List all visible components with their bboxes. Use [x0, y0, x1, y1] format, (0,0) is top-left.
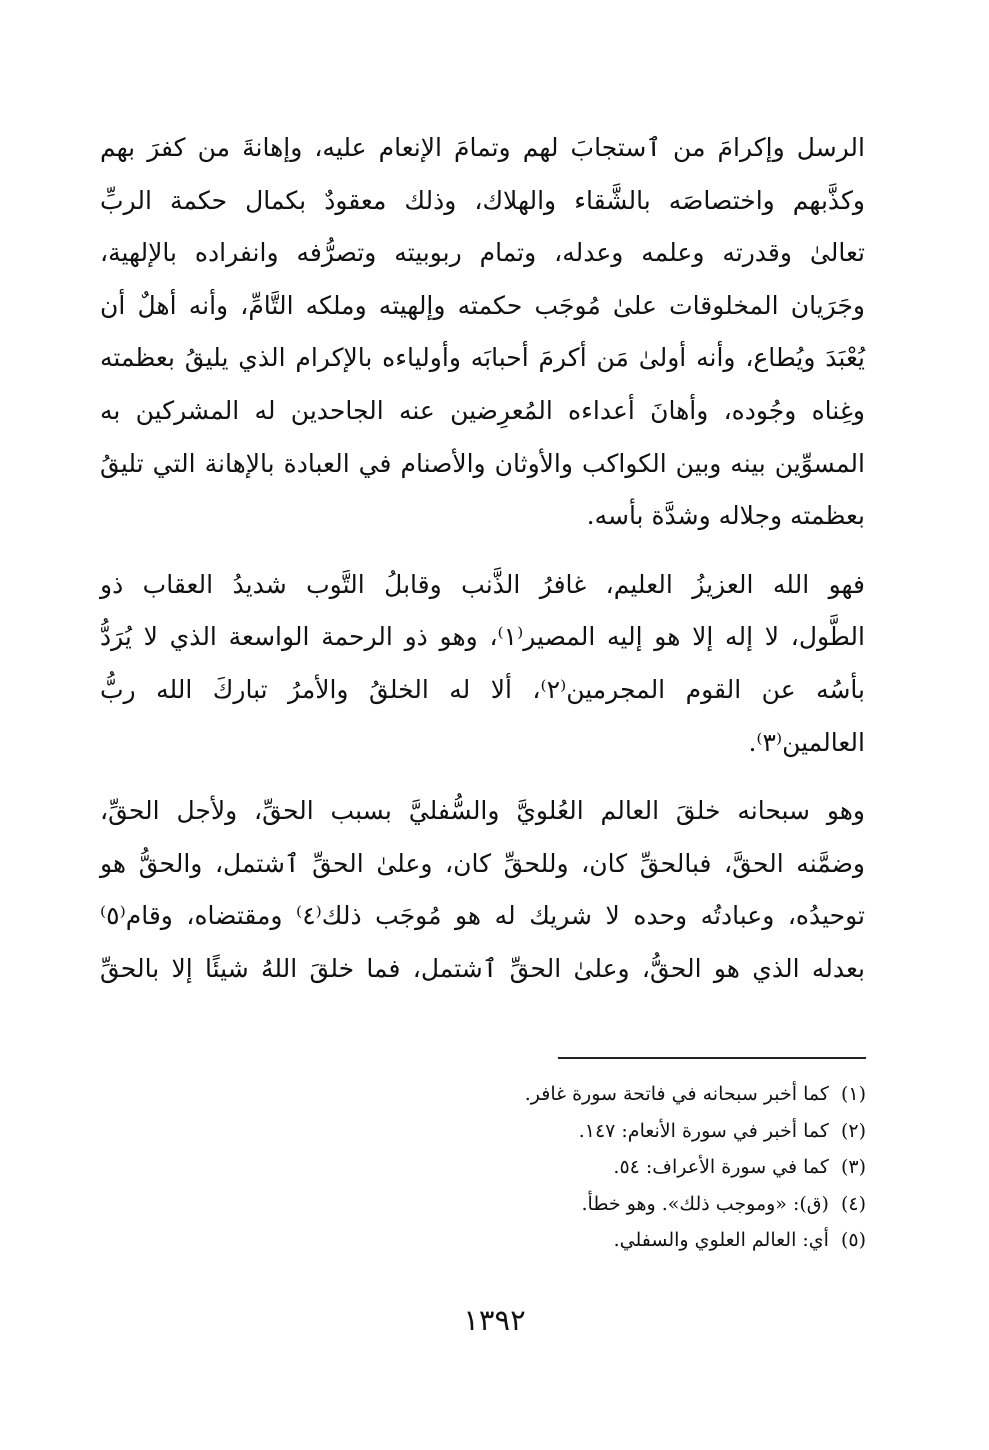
- footnote: [300, 1113, 866, 1150]
- text-line: بعدله الذي هو الحقُّ، وعلىٰ الحقِّ ٱشتمل، فما خلقَ اللهُ شيئًا إلا بالحقِّ: [100, 953, 865, 983]
- footnote-number: (١): [840, 1083, 866, 1105]
- text-line: توحيدُه، وعبادتُه وحده لا شريك له هو مُوجَب ذلك⁽٤⁾ ومقتضاه، وقام⁽٥⁾: [100, 901, 865, 931]
- text-line: وجَرَيان المخلوقات علىٰ مُوجَب حكمته وإلهيته وملكه التَّامِّ، وأنه أهلٌ أن: [100, 290, 865, 320]
- footnote-number: (٢): [840, 1119, 866, 1142]
- text-line: يُعْبَدَ ويُطاع، وأنه أولىٰ مَن أكرمَ أحبابَه وأولياءه بالإكرام الذي يليقُ بعظمته: [100, 343, 865, 373]
- text-line: بأسُه عن القوم المجرمين⁽٢⁾، ألا له الخلقُ والأمرُ تباركَ الله ربُّ: [100, 674, 866, 704]
- footnote-text: كما أخبر سبحانه في فاتحة سورة غافر.: [524, 1083, 829, 1105]
- footnote-number: (٥): [840, 1229, 866, 1251]
- text-line: وضمَّنه الحقَّ، فبالحقِّ كان، وللحقِّ كان، وعلىٰ الحقِّ ٱشتمل، والحقُّ هو: [100, 848, 865, 878]
- text-line: وهو سبحانه خلقَ العالم العُلويَّ والسُّفليَّ بسبب الحقِّ، ولأجل الحقِّ،: [100, 796, 865, 826]
- footnote: [300, 1149, 866, 1186]
- footnote-text: (ق): «وموجب ذلك». وهو خطأ.: [581, 1192, 829, 1215]
- footnote-text: أي: العالم العلوي والسفلي.: [613, 1229, 829, 1251]
- footnote: [300, 1076, 866, 1113]
- footnote-text: كما أخبر في سورة الأنعام: ١٤٧.: [578, 1119, 829, 1142]
- footnote: [300, 1186, 866, 1223]
- footnote-text: كما في سورة الأعراف: ٥٤.: [613, 1156, 829, 1178]
- text-line: وكذَّبهم واختصاصَه بالشَّقاء والهلاك، وذلك معقودٌ بكمال حكمة الربِّ: [100, 185, 865, 215]
- text-line: تعالىٰ وقدرته وعلمه وعدله، وتمام ربوبيته وتصرُّفه وانفراده بالإلهية،: [100, 238, 865, 268]
- main-text: [100, 122, 865, 996]
- text-line: وغِناه وجُوده، وأهانَ أعداءه المُعرِضين عنه الجاحدين له المشركين به: [100, 395, 865, 425]
- page-number: ١٣٩٢: [463, 1303, 526, 1337]
- paragraph: [100, 785, 865, 995]
- text-line: المسوِّين بينه وبين الكواكب والأوثان والأصنام في العبادة بالإهانة التي تليقُ: [100, 448, 865, 478]
- text-line: فهو الله العزيزُ العليم، غافرُ الذَّنب وقابلُ التَّوب شديدُ العقاب ذو: [100, 569, 865, 599]
- footnote: [300, 1222, 866, 1259]
- footnote-divider: [558, 1057, 866, 1059]
- text-line: بعظمته وجلاله وشدَّة بأسه.: [586, 501, 865, 531]
- text-line: الرسل وإكرامَ من ٱستجابَ لهم وتمامَ الإنعام عليه، وإهانةَ من كفرَ بهم: [100, 133, 865, 162]
- text-line: العالمين⁽٣⁾.: [748, 727, 865, 757]
- footnotes: [300, 1076, 866, 1259]
- text-line: الطَّول، لا إله إلا هو إليه المصير⁽١⁾، وهو ذو الرحمة الواسعة الذي لا يُرَدُّ: [100, 622, 865, 652]
- footnote-number: (٣): [840, 1156, 866, 1178]
- paragraph: [100, 559, 865, 769]
- footnote-number: (٤): [840, 1192, 866, 1215]
- paragraph: [100, 122, 865, 543]
